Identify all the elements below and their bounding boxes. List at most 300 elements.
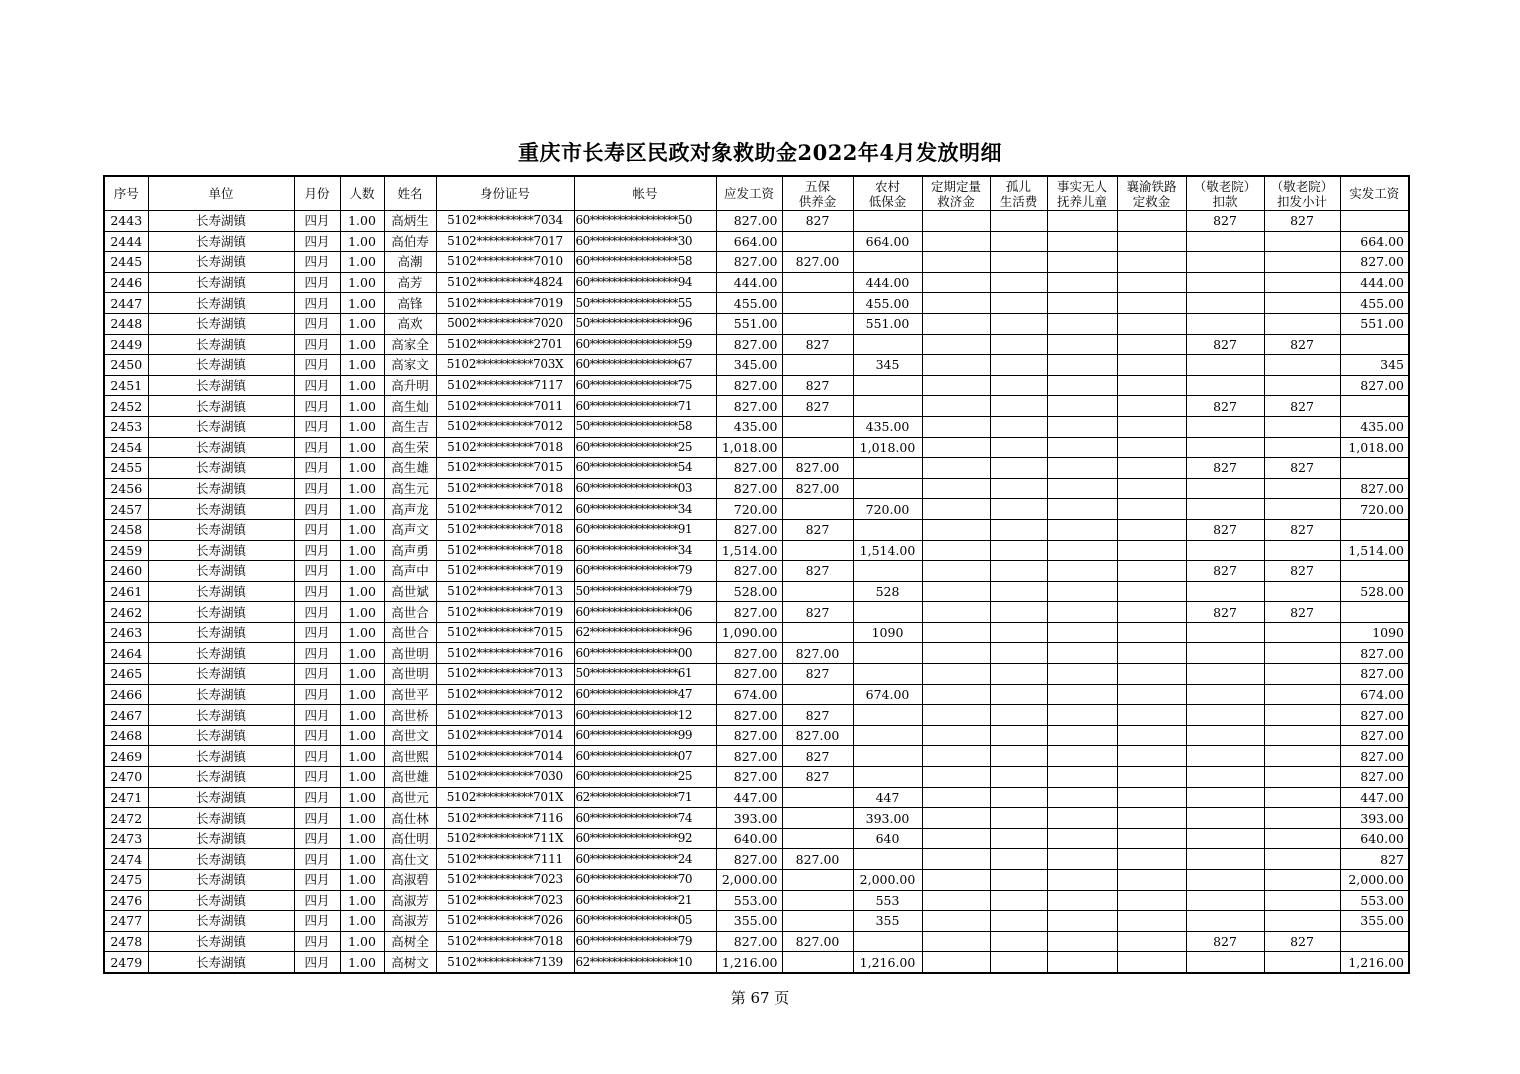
cell-five-guarantee xyxy=(782,870,853,891)
cell-unit: 长寿湖镇 xyxy=(148,252,294,273)
cell-nursing-home-deduction xyxy=(1186,622,1264,643)
cell-count: 1.00 xyxy=(340,931,384,952)
cell-count: 1.00 xyxy=(340,890,384,911)
cell-month: 四月 xyxy=(294,828,340,849)
cell-de-facto-unsupported-child xyxy=(1047,334,1117,355)
cell-regular-relief xyxy=(922,828,990,849)
cell-id-number: 5102**********7010 xyxy=(436,252,574,273)
cell-count: 1.00 xyxy=(340,602,384,623)
cell-rural-subsistence: 2,000.00 xyxy=(853,870,922,891)
cell-orphan-living xyxy=(990,870,1047,891)
cell-orphan-living xyxy=(990,890,1047,911)
cell-orphan-living xyxy=(990,746,1047,767)
header-de-facto-unsupported-child-line: 抚养儿童 xyxy=(1056,193,1107,209)
cell-rural-subsistence: 1,216.00 xyxy=(853,952,922,973)
cell-five-guarantee xyxy=(782,231,853,252)
cell-de-facto-unsupported-child xyxy=(1047,313,1117,334)
cell-rural-subsistence xyxy=(853,705,922,726)
cell-net-pay: 551.00 xyxy=(1340,313,1409,334)
cell-nursing-home-withheld-subtotal: 827 xyxy=(1264,211,1340,232)
cell-id-number: 5102**********7023 xyxy=(436,870,574,891)
cell-five-guarantee: 827 xyxy=(782,375,853,396)
cell-month: 四月 xyxy=(294,272,340,293)
cell-payable: 827.00 xyxy=(716,252,782,273)
cell-nursing-home-withheld-subtotal: 827 xyxy=(1264,458,1340,479)
cell-rural-subsistence: 355 xyxy=(853,911,922,932)
cell-month: 四月 xyxy=(294,746,340,767)
cell-orphan-living xyxy=(990,622,1047,643)
cell-account: 50****************61 xyxy=(574,664,716,685)
cell-unit: 长寿湖镇 xyxy=(148,767,294,788)
cell-five-guarantee xyxy=(782,272,853,293)
cell-nursing-home-withheld-subtotal xyxy=(1264,828,1340,849)
cell-unit: 长寿湖镇 xyxy=(148,643,294,664)
cell-orphan-living xyxy=(990,355,1047,376)
cell-unit: 长寿湖镇 xyxy=(148,870,294,891)
cell-rural-subsistence: 553 xyxy=(853,890,922,911)
cell-xiangyu-railway-relief xyxy=(1117,561,1186,582)
cell-nursing-home-deduction xyxy=(1186,375,1264,396)
cell-payable: 444.00 xyxy=(716,272,782,293)
cell-account: 60****************34 xyxy=(574,540,716,561)
cell-rural-subsistence xyxy=(853,375,922,396)
cell-payable: 827.00 xyxy=(716,375,782,396)
cell-count: 1.00 xyxy=(340,746,384,767)
cell-count: 1.00 xyxy=(340,870,384,891)
cell-orphan-living xyxy=(990,211,1047,232)
cell-serial: 2473 xyxy=(104,828,148,849)
header-count xyxy=(340,176,384,211)
cell-nursing-home-deduction: 827 xyxy=(1186,519,1264,540)
cell-name: 高家文 xyxy=(384,355,436,376)
cell-month: 四月 xyxy=(294,643,340,664)
cell-serial: 2478 xyxy=(104,931,148,952)
cell-name: 高升明 xyxy=(384,375,436,396)
cell-net-pay: 827.00 xyxy=(1340,643,1409,664)
cell-name: 高淑芳 xyxy=(384,890,436,911)
header-net-pay-line: 实发工资 xyxy=(1349,186,1400,201)
cell-payable: 435.00 xyxy=(716,416,782,437)
cell-id-number: 5102**********7012 xyxy=(436,684,574,705)
cell-count: 1.00 xyxy=(340,808,384,829)
table-row xyxy=(104,808,1409,829)
cell-de-facto-unsupported-child xyxy=(1047,911,1117,932)
cell-payable: 447.00 xyxy=(716,787,782,808)
cell-count: 1.00 xyxy=(340,664,384,685)
cell-regular-relief xyxy=(922,231,990,252)
cell-orphan-living xyxy=(990,581,1047,602)
header-unit-line: 单位 xyxy=(208,186,234,201)
cell-account: 60****************50 xyxy=(574,211,716,232)
cell-id-number: 5102**********7030 xyxy=(436,767,574,788)
cell-unit: 长寿湖镇 xyxy=(148,952,294,973)
cell-serial: 2479 xyxy=(104,952,148,973)
cell-count: 1.00 xyxy=(340,272,384,293)
cell-month: 四月 xyxy=(294,355,340,376)
cell-id-number: 5102**********7017 xyxy=(436,231,574,252)
cell-account: 60****************79 xyxy=(574,931,716,952)
cell-account: 60****************58 xyxy=(574,252,716,273)
cell-regular-relief xyxy=(922,334,990,355)
cell-unit: 长寿湖镇 xyxy=(148,437,294,458)
cell-net-pay: 827 xyxy=(1340,849,1409,870)
cell-unit: 长寿湖镇 xyxy=(148,478,294,499)
cell-id-number: 5102**********7015 xyxy=(436,458,574,479)
cell-regular-relief xyxy=(922,746,990,767)
cell-account: 60****************74 xyxy=(574,808,716,829)
cell-xiangyu-railway-relief xyxy=(1117,931,1186,952)
cell-de-facto-unsupported-child xyxy=(1047,952,1117,973)
cell-regular-relief xyxy=(922,478,990,499)
cell-net-pay: 664.00 xyxy=(1340,231,1409,252)
cell-five-guarantee: 827.00 xyxy=(782,478,853,499)
cell-count: 1.00 xyxy=(340,355,384,376)
cell-xiangyu-railway-relief xyxy=(1117,952,1186,973)
cell-serial: 2458 xyxy=(104,519,148,540)
cell-unit: 长寿湖镇 xyxy=(148,499,294,520)
cell-id-number: 5102**********7117 xyxy=(436,375,574,396)
cell-nursing-home-withheld-subtotal xyxy=(1264,622,1340,643)
cell-payable: 827.00 xyxy=(716,478,782,499)
cell-regular-relief xyxy=(922,581,990,602)
cell-xiangyu-railway-relief xyxy=(1117,828,1186,849)
cell-month: 四月 xyxy=(294,725,340,746)
cell-regular-relief xyxy=(922,540,990,561)
cell-serial: 2449 xyxy=(104,334,148,355)
header-net-pay xyxy=(1340,176,1409,211)
cell-name: 高世斌 xyxy=(384,581,436,602)
cell-month: 四月 xyxy=(294,252,340,273)
page-number: 第 67 页 xyxy=(730,989,790,1007)
header-id-number-line: 身份证号 xyxy=(479,186,530,201)
table-header-row xyxy=(104,176,1409,211)
cell-unit: 长寿湖镇 xyxy=(148,375,294,396)
cell-de-facto-unsupported-child xyxy=(1047,519,1117,540)
cell-rural-subsistence: 640 xyxy=(853,828,922,849)
header-account-line: 帐号 xyxy=(632,186,658,201)
cell-unit: 长寿湖镇 xyxy=(148,828,294,849)
cell-count: 1.00 xyxy=(340,437,384,458)
cell-month: 四月 xyxy=(294,952,340,973)
cell-name: 高树文 xyxy=(384,952,436,973)
cell-orphan-living xyxy=(990,602,1047,623)
header-nursing-home-withheld-subtotal xyxy=(1264,176,1340,211)
table-row xyxy=(104,870,1409,891)
table-row xyxy=(104,334,1409,355)
header-regular-relief-line: 救济金 xyxy=(937,193,975,209)
cell-rural-subsistence xyxy=(853,725,922,746)
cell-id-number: 5102**********7013 xyxy=(436,581,574,602)
table-row xyxy=(104,437,1409,458)
cell-unit: 长寿湖镇 xyxy=(148,211,294,232)
cell-net-pay: 827.00 xyxy=(1340,767,1409,788)
cell-serial: 2450 xyxy=(104,355,148,376)
cell-de-facto-unsupported-child xyxy=(1047,705,1117,726)
cell-nursing-home-deduction xyxy=(1186,911,1264,932)
cell-xiangyu-railway-relief xyxy=(1117,602,1186,623)
cell-regular-relief xyxy=(922,396,990,417)
cell-unit: 长寿湖镇 xyxy=(148,705,294,726)
table-row xyxy=(104,828,1409,849)
cell-unit: 长寿湖镇 xyxy=(148,890,294,911)
cell-month: 四月 xyxy=(294,581,340,602)
header-orphan-living xyxy=(990,176,1047,211)
cell-name: 高生吉 xyxy=(384,416,436,437)
cell-nursing-home-withheld-subtotal xyxy=(1264,890,1340,911)
cell-month: 四月 xyxy=(294,705,340,726)
cell-name: 高世明 xyxy=(384,664,436,685)
cell-name: 高树全 xyxy=(384,931,436,952)
cell-month: 四月 xyxy=(294,684,340,705)
cell-five-guarantee: 827 xyxy=(782,602,853,623)
cell-rural-subsistence xyxy=(853,458,922,479)
cell-orphan-living xyxy=(990,272,1047,293)
cell-regular-relief xyxy=(922,252,990,273)
cell-de-facto-unsupported-child xyxy=(1047,602,1117,623)
cell-rural-subsistence: 444.00 xyxy=(853,272,922,293)
cell-regular-relief xyxy=(922,211,990,232)
cell-count: 1.00 xyxy=(340,231,384,252)
cell-de-facto-unsupported-child xyxy=(1047,581,1117,602)
cell-orphan-living xyxy=(990,952,1047,973)
cell-orphan-living xyxy=(990,313,1047,334)
cell-regular-relief xyxy=(922,684,990,705)
cell-net-pay: 827.00 xyxy=(1340,725,1409,746)
cell-payable: 2,000.00 xyxy=(716,870,782,891)
cell-unit: 长寿湖镇 xyxy=(148,458,294,479)
cell-count: 1.00 xyxy=(340,581,384,602)
cell-regular-relief xyxy=(922,890,990,911)
cell-id-number: 5102**********7014 xyxy=(436,746,574,767)
cell-orphan-living xyxy=(990,458,1047,479)
cell-nursing-home-withheld-subtotal: 827 xyxy=(1264,396,1340,417)
cell-month: 四月 xyxy=(294,931,340,952)
cell-id-number: 5102**********7111 xyxy=(436,849,574,870)
cell-de-facto-unsupported-child xyxy=(1047,561,1117,582)
cell-count: 1.00 xyxy=(340,293,384,314)
cell-nursing-home-deduction: 827 xyxy=(1186,561,1264,582)
cell-id-number: 5102**********7018 xyxy=(436,478,574,499)
cell-name: 高欢 xyxy=(384,313,436,334)
cell-nursing-home-withheld-subtotal xyxy=(1264,643,1340,664)
header-payable xyxy=(716,176,782,211)
cell-name: 高世桥 xyxy=(384,705,436,726)
cell-nursing-home-deduction xyxy=(1186,231,1264,252)
cell-orphan-living xyxy=(990,396,1047,417)
table-row xyxy=(104,931,1409,952)
cell-nursing-home-deduction xyxy=(1186,725,1264,746)
cell-unit: 长寿湖镇 xyxy=(148,293,294,314)
cell-net-pay: 827.00 xyxy=(1340,252,1409,273)
cell-month: 四月 xyxy=(294,313,340,334)
cell-five-guarantee: 827.00 xyxy=(782,458,853,479)
cell-month: 四月 xyxy=(294,540,340,561)
table-row xyxy=(104,705,1409,726)
cell-rural-subsistence xyxy=(853,849,922,870)
cell-five-guarantee xyxy=(782,890,853,911)
cell-net-pay: 827.00 xyxy=(1340,375,1409,396)
cell-xiangyu-railway-relief xyxy=(1117,416,1186,437)
cell-payable: 827.00 xyxy=(716,334,782,355)
cell-xiangyu-railway-relief xyxy=(1117,437,1186,458)
cell-account: 60****************54 xyxy=(574,458,716,479)
cell-orphan-living xyxy=(990,252,1047,273)
header-de-facto-unsupported-child-line: 事实无人 xyxy=(1056,178,1107,194)
cell-nursing-home-deduction xyxy=(1186,437,1264,458)
cell-serial: 2452 xyxy=(104,396,148,417)
table-row xyxy=(104,602,1409,623)
header-payable-line: 应发工资 xyxy=(723,186,774,201)
cell-count: 1.00 xyxy=(340,828,384,849)
cell-id-number: 5102**********701X xyxy=(436,787,574,808)
cell-five-guarantee xyxy=(782,808,853,829)
cell-payable: 827.00 xyxy=(716,643,782,664)
cell-month: 四月 xyxy=(294,890,340,911)
header-serial-line: 序号 xyxy=(113,186,139,201)
cell-rural-subsistence: 393.00 xyxy=(853,808,922,829)
cell-regular-relief xyxy=(922,458,990,479)
cell-five-guarantee xyxy=(782,293,853,314)
cell-regular-relief xyxy=(922,499,990,520)
cell-count: 1.00 xyxy=(340,787,384,808)
cell-month: 四月 xyxy=(294,416,340,437)
cell-id-number: 5102**********7011 xyxy=(436,396,574,417)
cell-unit: 长寿湖镇 xyxy=(148,746,294,767)
cell-id-number: 5102**********711X xyxy=(436,828,574,849)
header-rural-subsistence-line: 农村 xyxy=(874,178,900,194)
cell-net-pay: 553.00 xyxy=(1340,890,1409,911)
cell-net-pay: 2,000.00 xyxy=(1340,870,1409,891)
cell-serial: 2451 xyxy=(104,375,148,396)
cell-account: 62****************10 xyxy=(574,952,716,973)
cell-name: 高世雄 xyxy=(384,767,436,788)
cell-nursing-home-deduction xyxy=(1186,272,1264,293)
cell-orphan-living xyxy=(990,540,1047,561)
cell-serial: 2444 xyxy=(104,231,148,252)
cell-count: 1.00 xyxy=(340,622,384,643)
cell-unit: 长寿湖镇 xyxy=(148,416,294,437)
cell-xiangyu-railway-relief xyxy=(1117,746,1186,767)
cell-nursing-home-deduction xyxy=(1186,828,1264,849)
cell-net-pay xyxy=(1340,211,1409,232)
cell-count: 1.00 xyxy=(340,705,384,726)
cell-nursing-home-deduction: 827 xyxy=(1186,458,1264,479)
cell-serial: 2443 xyxy=(104,211,148,232)
cell-de-facto-unsupported-child xyxy=(1047,787,1117,808)
cell-account: 60****************79 xyxy=(574,561,716,582)
cell-name: 高生雄 xyxy=(384,458,436,479)
cell-nursing-home-deduction xyxy=(1186,890,1264,911)
cell-account: 60****************99 xyxy=(574,725,716,746)
cell-serial: 2472 xyxy=(104,808,148,829)
cell-xiangyu-railway-relief xyxy=(1117,334,1186,355)
cell-net-pay xyxy=(1340,519,1409,540)
cell-account: 60****************94 xyxy=(574,272,716,293)
cell-nursing-home-deduction xyxy=(1186,313,1264,334)
cell-nursing-home-deduction xyxy=(1186,746,1264,767)
cell-net-pay: 345 xyxy=(1340,355,1409,376)
cell-orphan-living xyxy=(990,767,1047,788)
cell-nursing-home-deduction: 827 xyxy=(1186,396,1264,417)
cell-de-facto-unsupported-child xyxy=(1047,375,1117,396)
cell-nursing-home-withheld-subtotal xyxy=(1264,870,1340,891)
cell-xiangyu-railway-relief xyxy=(1117,252,1186,273)
cell-unit: 长寿湖镇 xyxy=(148,272,294,293)
cell-account: 50****************58 xyxy=(574,416,716,437)
cell-rural-subsistence: 447 xyxy=(853,787,922,808)
cell-nursing-home-withheld-subtotal xyxy=(1264,272,1340,293)
cell-nursing-home-deduction: 827 xyxy=(1186,931,1264,952)
cell-id-number: 5102**********7018 xyxy=(436,519,574,540)
cell-payable: 640.00 xyxy=(716,828,782,849)
cell-five-guarantee xyxy=(782,499,853,520)
cell-de-facto-unsupported-child xyxy=(1047,416,1117,437)
cell-rural-subsistence xyxy=(853,478,922,499)
cell-xiangyu-railway-relief xyxy=(1117,272,1186,293)
cell-de-facto-unsupported-child xyxy=(1047,293,1117,314)
cell-month: 四月 xyxy=(294,458,340,479)
cell-five-guarantee xyxy=(782,787,853,808)
cell-id-number: 5102**********7023 xyxy=(436,890,574,911)
cell-payable: 827.00 xyxy=(716,519,782,540)
cell-rural-subsistence: 1,018.00 xyxy=(853,437,922,458)
table-row xyxy=(104,231,1409,252)
cell-count: 1.00 xyxy=(340,561,384,582)
table-row xyxy=(104,561,1409,582)
cell-id-number: 5102**********7015 xyxy=(436,622,574,643)
cell-xiangyu-railway-relief xyxy=(1117,540,1186,561)
cell-id-number: 5102**********7139 xyxy=(436,952,574,973)
cell-account: 60****************30 xyxy=(574,231,716,252)
cell-de-facto-unsupported-child xyxy=(1047,684,1117,705)
cell-id-number: 5102**********2701 xyxy=(436,334,574,355)
cell-id-number: 5102**********7116 xyxy=(436,808,574,829)
cell-regular-relief xyxy=(922,375,990,396)
cell-unit: 长寿湖镇 xyxy=(148,581,294,602)
page-title: 重庆市长寿区民政对象救助金2022年4月发放明细 xyxy=(517,140,1003,165)
cell-nursing-home-withheld-subtotal xyxy=(1264,581,1340,602)
cell-xiangyu-railway-relief xyxy=(1117,519,1186,540)
cell-name: 高生灿 xyxy=(384,396,436,417)
cell-count: 1.00 xyxy=(340,849,384,870)
cell-payable: 345.00 xyxy=(716,355,782,376)
cell-serial: 2459 xyxy=(104,540,148,561)
cell-rural-subsistence xyxy=(853,396,922,417)
cell-count: 1.00 xyxy=(340,643,384,664)
table-row xyxy=(104,890,1409,911)
cell-de-facto-unsupported-child xyxy=(1047,272,1117,293)
cell-payable: 1,514.00 xyxy=(716,540,782,561)
cell-nursing-home-deduction: 827 xyxy=(1186,211,1264,232)
cell-net-pay: 827.00 xyxy=(1340,705,1409,726)
cell-net-pay xyxy=(1340,602,1409,623)
table-row xyxy=(104,293,1409,314)
cell-serial: 2466 xyxy=(104,684,148,705)
cell-xiangyu-railway-relief xyxy=(1117,499,1186,520)
header-rural-subsistence-line: 低保金 xyxy=(868,193,907,209)
cell-net-pay: 1090 xyxy=(1340,622,1409,643)
cell-unit: 长寿湖镇 xyxy=(148,540,294,561)
cell-nursing-home-deduction: 827 xyxy=(1186,334,1264,355)
cell-de-facto-unsupported-child xyxy=(1047,622,1117,643)
header-id-number xyxy=(436,176,574,211)
table-row xyxy=(104,787,1409,808)
header-unit xyxy=(148,176,294,211)
cell-payable: 827.00 xyxy=(716,561,782,582)
cell-serial: 2461 xyxy=(104,581,148,602)
cell-de-facto-unsupported-child xyxy=(1047,931,1117,952)
cell-payable: 827.00 xyxy=(716,602,782,623)
